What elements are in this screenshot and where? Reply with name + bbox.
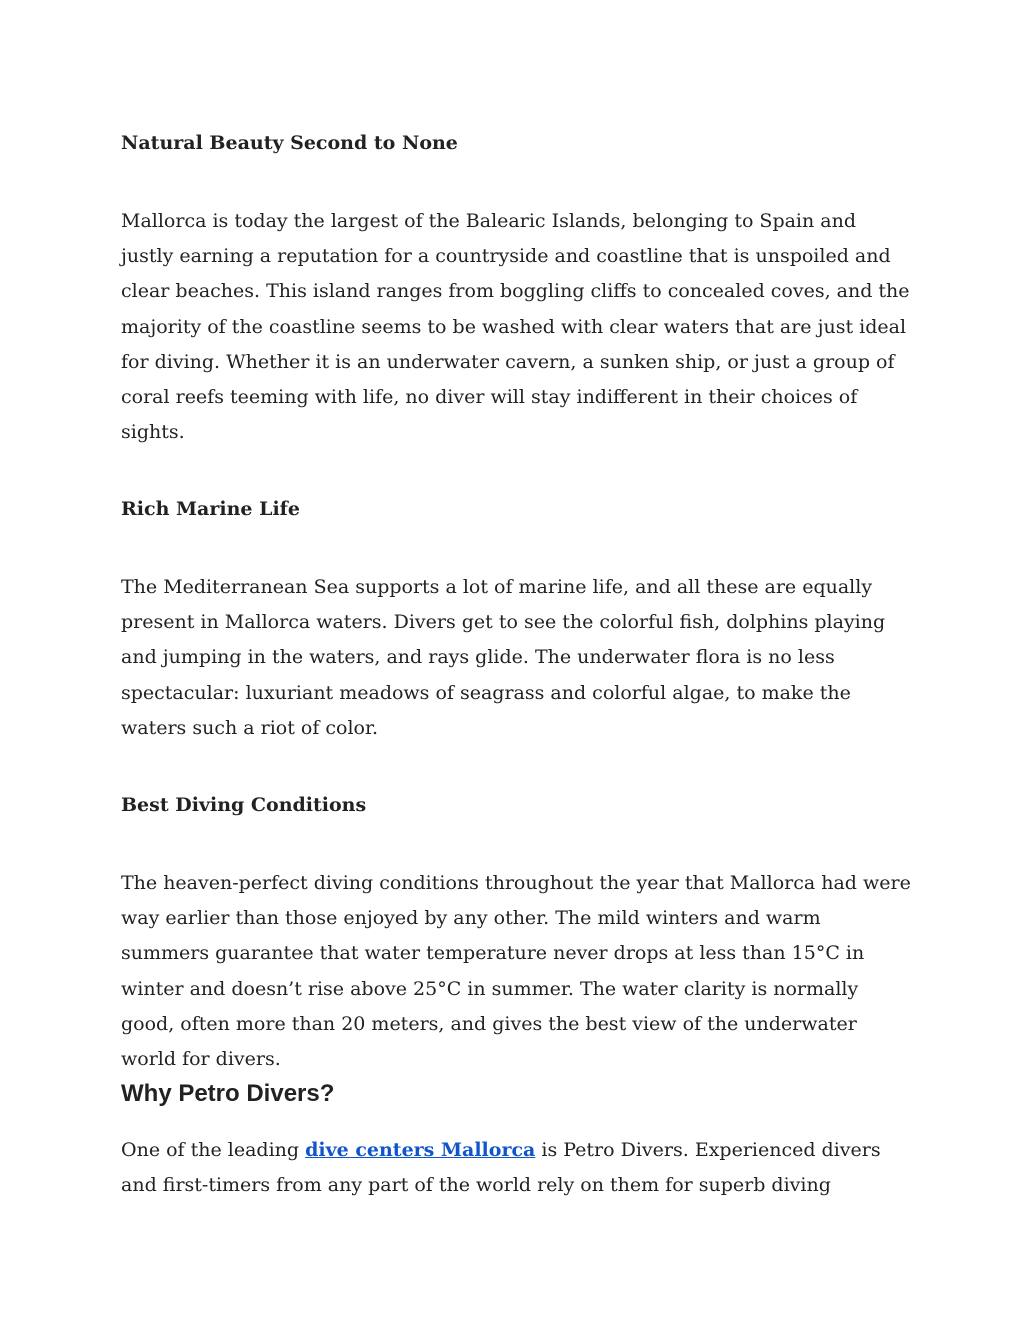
heading-rich-marine-life: Rich Marine Life [121,498,300,520]
paragraph-text-before-link: One of the leading [121,1139,306,1161]
paragraph-why-petro-divers [121,1133,911,1203]
heading-natural-beauty: Natural Beauty Second to None [121,132,458,154]
heading-best-diving-conditions: Best Diving Conditions [121,794,367,816]
paragraph-rich-marine-life: The Mediterranean Sea supports a lot of marine life, and all these are equally present in Mallorca waters. Divers get to see the colorful fish, dolphins playing and jumping in the waters, and rays glide. The underwater flora is no less spectacular: luxuriant meadows of seagrass and colorful algae, to make the waters such a riot of color. [121,576,886,739]
heading-why-petro-divers: Why Petro Divers? [121,1080,335,1107]
paragraph-text-after-link: is Petro Divers. Experienced divers and first-timers from any part of the world rely on them for superb diving [121,1139,881,1197]
paragraph-natural-beauty: Mallorca is today the largest of the Balearic Islands, belonging to Spain and justly earning a reputation for a countryside and coastline that is unspoiled and clear beaches. This island ranges from boggling cliffs to concealed coves, and the majority of the coastline seems to be washed with clear waters that are just ideal for diving. Whether it is an underwater cavern, a sunken ship, or just a group of coral reefs teeming with life, no diver will stay indifferent in their choices of sights. [121,210,910,444]
paragraph-best-diving-conditions: The heaven-perfect diving conditions throughout the year that Mallorca had were way earlier than those enjoyed by any other. The mild winters and warm summers guarantee that water temperature never drops at less than 15°C in winter and doesn’t rise above 25°C in summer. The water clarity is normally good, often more than 20 meters, and gives the best view of the underwater world for divers. [121,872,911,1071]
dive-centers-mallorca-link[interactable]: dive centers Mallorca [305,1139,536,1161]
